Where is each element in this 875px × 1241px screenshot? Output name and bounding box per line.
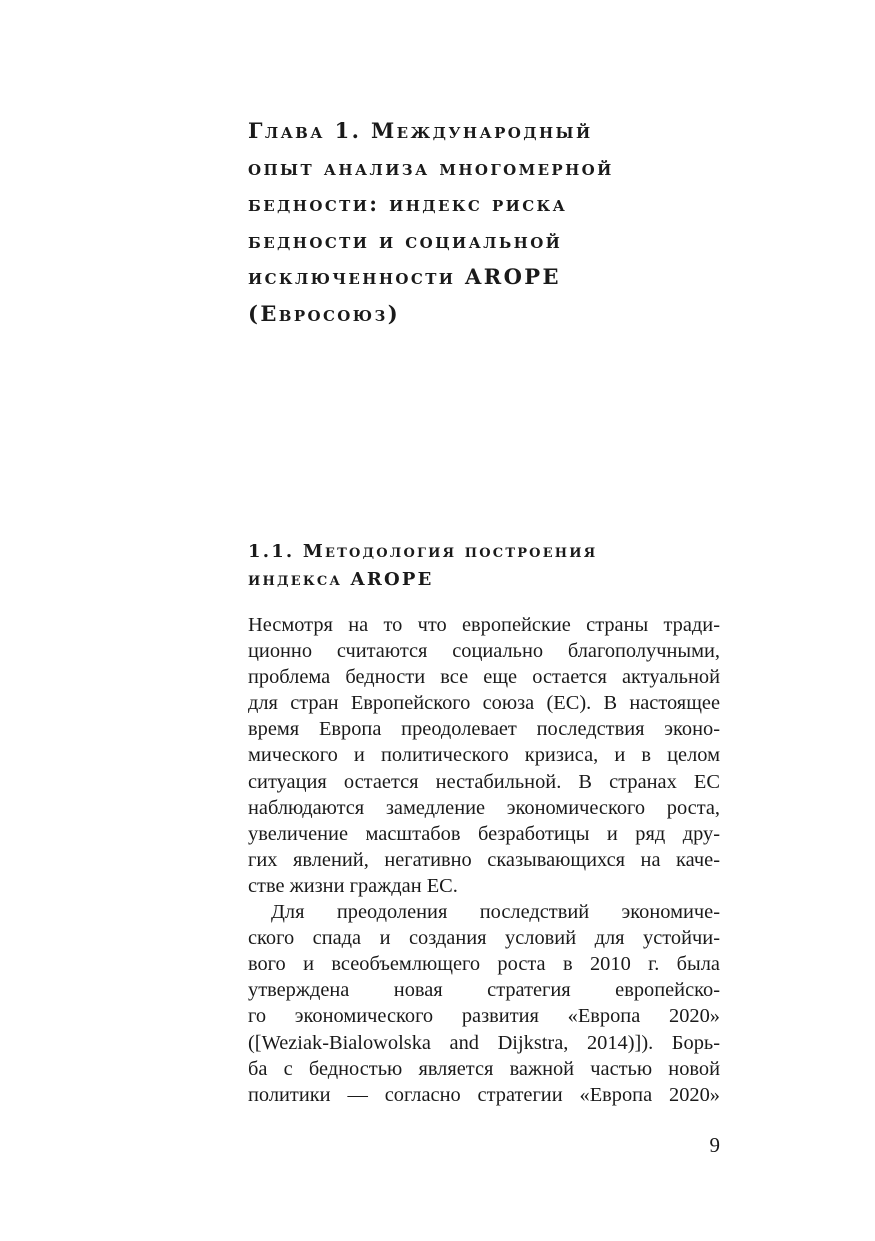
chapter-title (248, 113, 728, 332)
page-number: 9 (709, 1133, 720, 1157)
text-line: Для преодоления последствий экономиче- (271, 901, 720, 924)
text-line: время Европа преодолевает последствия эконо- (248, 718, 720, 741)
text-line: утверждена новая стратегия европейско- (248, 979, 720, 1002)
chapter-title-line: бедности и социальной (248, 227, 563, 253)
body-text (248, 612, 720, 1108)
text-line: проблема бедности все еще остается актуальной (248, 666, 720, 689)
text-line: наблюдаются замедление экономического роста, (248, 796, 720, 819)
text-line: ситуация остается нестабильной. В странах ЕС (248, 770, 720, 793)
text-line: ского спада и создания условий для устойчи- (248, 927, 720, 950)
section-title-line: 1.1. Методология построения (248, 541, 598, 562)
text-line: политики — согласно стратегии «Европа 2020» (248, 1083, 720, 1106)
section-title-line: индекса AROPE (248, 569, 434, 590)
chapter-title-line: опыт анализа многомерной (248, 154, 614, 180)
section-title (248, 538, 728, 594)
text-line: вого и всеобъемлющего роста в 2010 г. была (248, 953, 720, 976)
text-line: для стран Европейского союза (ЕС). В настоящее (248, 692, 720, 715)
text-line: ба с бедностью является важной частью новой (248, 1057, 720, 1080)
text-line: го экономического развития «Европа 2020» (248, 1005, 720, 1028)
chapter-title-line: (Евросоюз) (248, 300, 401, 326)
text-line: стве жизни граждан ЕС. (248, 874, 458, 897)
text-line: ([Weziak-Bialowolska and Dijkstra, 2014)]). Борь- (248, 1031, 720, 1054)
chapter-title-line: бедности: индекс риска (248, 191, 568, 216)
text-line: ционно считаются социально благополучными, (248, 640, 720, 663)
text-line: увеличение масштабов безработицы и ряд дру- (248, 822, 720, 845)
text-line: мического и политического кризиса, и в целом (248, 744, 720, 767)
text-line: Несмотря на то что европейские страны тради- (248, 614, 720, 636)
chapter-title-line: исключенности AROPE (248, 264, 561, 289)
paragraph-2 (248, 899, 720, 1108)
paragraph-1 (248, 612, 720, 899)
chapter-title-line: Глава 1. Международный (248, 118, 593, 143)
text-line: гих явлений, негативно сказывающихся на каче- (248, 848, 720, 871)
